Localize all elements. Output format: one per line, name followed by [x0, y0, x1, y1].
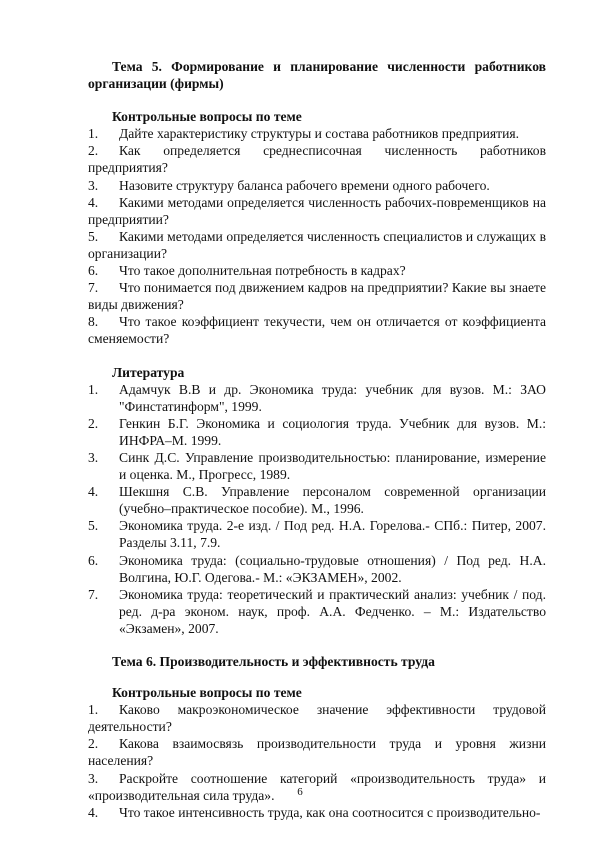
topic-6-question-list	[88, 701, 546, 821]
topic-5-questions-heading: Контрольные вопросы по теме	[112, 109, 302, 125]
question-number: 4.	[88, 194, 99, 210]
question-number: 2.	[88, 143, 99, 159]
literature-item	[88, 449, 546, 483]
question-item	[88, 313, 546, 347]
document-page	[88, 58, 546, 821]
question-number: 1.	[88, 702, 99, 718]
question-text: Какими методами определяется численность рабочих-повременщиков на предприятии?	[88, 194, 546, 227]
literature-number: 5.	[88, 518, 99, 534]
question-item	[88, 701, 546, 735]
question-item	[88, 262, 546, 279]
topic-5-title: Тема 5. Формирование и планирование численности работников организации (фирмы)	[88, 59, 546, 92]
question-item	[88, 804, 546, 821]
question-text: Что такое интенсивность труда, как она соотносится с производительно-	[119, 804, 541, 820]
question-item	[88, 177, 546, 194]
question-text: Какова взаимосвязь производительности труда и уровня жизни населения?	[88, 736, 546, 769]
question-item	[88, 735, 546, 769]
literature-text: Синк Д.С. Управление производительностью: планирование, измерение и оценка. М., Прогресс, 1989.	[119, 449, 546, 483]
question-number: 1.	[88, 126, 99, 142]
literature-number: 7.	[88, 586, 99, 602]
literature-text: Экономика труда. 2-е изд. / Под ред. Н.А. Горелова.- СПб.: Питер, 2007. Разделы 3.11, 7.9.	[119, 518, 546, 551]
literature-item	[88, 483, 546, 517]
question-item	[88, 125, 546, 142]
question-number: 6.	[88, 263, 99, 279]
literature-item	[88, 552, 546, 586]
question-item	[88, 279, 546, 313]
question-text: Что такое дополнительная потребность в кадрах?	[119, 263, 406, 279]
literature-text: Шекшня С.В. Управление персоналом современной организации (учебно–практическое пособие). М., 1996.	[119, 484, 546, 517]
question-text: Что понимается под движением кадров на предприятии? Какие вы знаете виды движения?	[88, 280, 546, 313]
question-text: Что такое коэффициент текучести, чем он отличается от коэффициента сменяемости?	[88, 314, 546, 347]
literature-item	[88, 517, 546, 551]
question-text: Дайте характеристику структуры и состава работников предприятия.	[119, 126, 520, 142]
question-number: 8.	[88, 314, 99, 330]
question-item	[88, 142, 546, 176]
question-text: Раскройте соотношение категорий «производительность труда» и «производительная сила труда».	[88, 770, 546, 803]
topic-5-question-list	[88, 125, 546, 347]
topic-6-title: Тема 6. Производительность и эффективность труда	[112, 654, 435, 669]
question-number: 4.	[88, 804, 99, 820]
question-number: 2.	[88, 736, 99, 752]
literature-item	[88, 381, 546, 415]
literature-text: Генкин Б.Г. Экономика и социология труда. Учебник для вузов. М.: ИНФРА–М. 1999.	[119, 415, 546, 448]
literature-number: 1.	[88, 381, 99, 397]
question-text: Как определяется среднесписочная численность работников предприятия?	[88, 143, 546, 176]
literature-text: Адамчук В.В и др. Экономика труда: учебник для вузов. М.: ЗАО "Финстатинформ", 1999.	[119, 381, 546, 414]
question-text: Какими методами определяется численность специалистов и служащих в организации?	[88, 228, 546, 261]
literature-item	[88, 586, 546, 637]
topic-5-literature-heading: Литература	[112, 364, 185, 380]
page-number: 6	[297, 786, 303, 798]
question-number: 3.	[88, 177, 99, 193]
literature-text: Экономика труда: (социально-трудовые отношения) / Под ред. Н.А. Волгина, Ю.Г. Одегова.- М.: «ЭКЗАМЕН», 2002.	[119, 552, 546, 585]
literature-item	[88, 415, 546, 449]
literature-number: 2.	[88, 415, 99, 431]
question-number: 5.	[88, 228, 99, 244]
topic-6-questions-heading: Контрольные вопросы по теме	[112, 685, 302, 701]
literature-number: 4.	[88, 484, 99, 500]
question-text: Каково макроэкономическое значение эффективности трудовой деятельности?	[88, 702, 546, 735]
question-number: 7.	[88, 280, 99, 296]
question-item	[88, 194, 546, 228]
literature-text: Экономика труда: теоретический и практический анализ: учебник / под. ред. д-ра эконом. наук, проф. А.А. Федченко. – М.: Издательство «Экзамен», 2007.	[119, 586, 546, 636]
topic-5-literature-list	[88, 381, 546, 637]
literature-number: 3.	[88, 449, 99, 465]
question-text: Назовите структуру баланса рабочего времени одного рабочего.	[119, 177, 490, 193]
literature-number: 6.	[88, 552, 99, 568]
question-number: 3.	[88, 770, 99, 786]
question-item	[88, 228, 546, 262]
